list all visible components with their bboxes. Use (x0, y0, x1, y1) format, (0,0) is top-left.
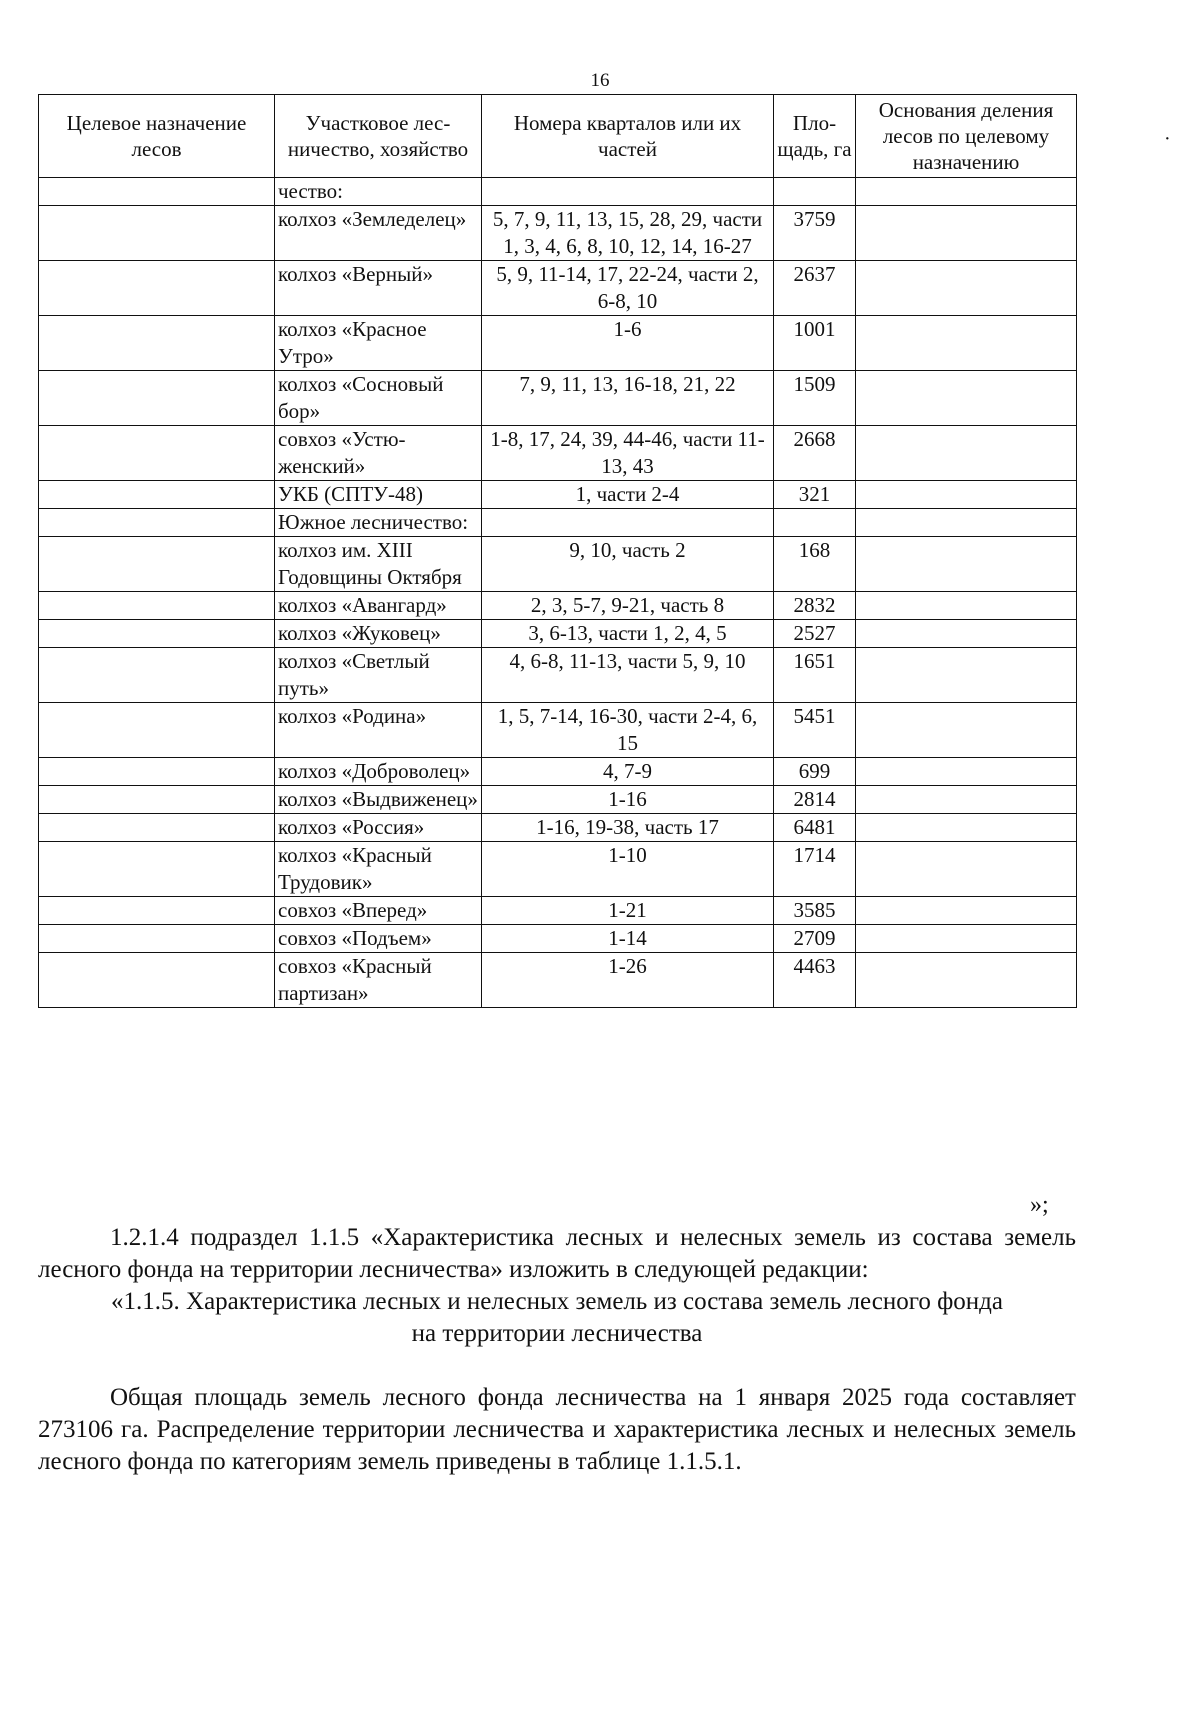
table-row (39, 814, 1077, 842)
cell-area: 2527 (774, 620, 856, 648)
cell-holding: колхоз «Авангард» (275, 592, 482, 620)
cell-area: 1001 (774, 316, 856, 371)
body-block (38, 1382, 1076, 1478)
cell-holding: совхоз «Подъем» (275, 925, 482, 953)
cell-purpose (39, 426, 275, 481)
cell-purpose (39, 786, 275, 814)
cell-basis (856, 261, 1077, 316)
cell-quarters: 4, 6-8, 11-13, части 5, 9, 10 (482, 648, 774, 703)
cell-area (774, 509, 856, 537)
cell-purpose (39, 953, 275, 1008)
table-row (39, 537, 1077, 592)
body-paragraph: Общая площадь земель лесного фонда лесничества на 1 января 2025 года составляет 273106 га. Распределение территории лесничества и характеристика лесных и нелесных земель лесного фонда по категориям земель приведены в таблице 1.1.5.1. (38, 1384, 1076, 1475)
cell-area: 4463 (774, 953, 856, 1008)
cell-quarters: 5, 9, 11-14, 17, 22-24, части 2, 6-8, 10 (482, 261, 774, 316)
table-row (39, 648, 1077, 703)
cell-basis (856, 758, 1077, 786)
table-row (39, 316, 1077, 371)
table-body (39, 178, 1077, 1008)
cell-holding: чество: (275, 178, 482, 206)
cell-area: 1651 (774, 648, 856, 703)
cell-basis (856, 842, 1077, 897)
cell-holding: колхоз «Доброволец» (275, 758, 482, 786)
header-area: Площадь, га (774, 95, 856, 178)
cell-quarters: 9, 10, часть 2 (482, 537, 774, 592)
cell-holding: совхоз «Красный партизан» (275, 953, 482, 1008)
cell-holding: совхоз «Устюженский» (275, 426, 482, 481)
table-row (39, 925, 1077, 953)
cell-area: 168 (774, 537, 856, 592)
table-header-row (39, 95, 1077, 178)
table-row (39, 620, 1077, 648)
cell-quarters: 7, 9, 11, 13, 16-18, 21, 22 (482, 371, 774, 426)
cell-area: 1714 (774, 842, 856, 897)
cell-holding: Южное лесничество: (275, 509, 482, 537)
cell-holding: колхоз «Красный Трудовик» (275, 842, 482, 897)
cell-purpose (39, 537, 275, 592)
cell-area: 3759 (774, 206, 856, 261)
table-row (39, 509, 1077, 537)
table-row (39, 953, 1077, 1008)
cell-holding: колхоз «Жуковец» (275, 620, 482, 648)
cell-quarters: 1-16, 19-38, часть 17 (482, 814, 774, 842)
cell-basis (856, 953, 1077, 1008)
cell-basis (856, 316, 1077, 371)
cell-basis (856, 925, 1077, 953)
cell-holding: колхоз «Верный» (275, 261, 482, 316)
cell-area: 2832 (774, 592, 856, 620)
cell-quarters: 1-10 (482, 842, 774, 897)
cell-area: 2814 (774, 786, 856, 814)
cell-basis (856, 509, 1077, 537)
cell-purpose (39, 316, 275, 371)
cell-quarters: 1-16 (482, 786, 774, 814)
cell-purpose (39, 814, 275, 842)
cell-purpose (39, 842, 275, 897)
cell-basis (856, 648, 1077, 703)
cell-area: 2637 (774, 261, 856, 316)
table-row (39, 481, 1077, 509)
cell-quarters: 1-8, 17, 24, 39, 44-46, части 11-13, 43 (482, 426, 774, 481)
table-row (39, 261, 1077, 316)
cell-holding: колхоз «Земледелец» (275, 206, 482, 261)
section-heading-line2: на территории лесничества (411, 1320, 703, 1347)
cell-quarters: 1, 5, 7-14, 16-30, части 2-4, 6, 15 (482, 703, 774, 758)
cell-purpose (39, 758, 275, 786)
header-basis: Основания деления лесов по целевому назначению (856, 95, 1077, 178)
scan-dot: · (1164, 128, 1171, 150)
cell-basis (856, 620, 1077, 648)
cell-quarters: 4, 7-9 (482, 758, 774, 786)
cell-quarters (482, 509, 774, 537)
table-row (39, 371, 1077, 426)
cell-quarters: 1-14 (482, 925, 774, 953)
header-holding: Участковое лесничество, хозяйство (275, 95, 482, 178)
amendment-block (38, 1222, 1076, 1286)
cell-basis (856, 371, 1077, 426)
cell-purpose (39, 261, 275, 316)
cell-area: 2668 (774, 426, 856, 481)
closing-mark: »; (1030, 1192, 1049, 1218)
cell-quarters: 1-6 (482, 316, 774, 371)
cell-holding: колхоз «Россия» (275, 814, 482, 842)
cell-holding: колхоз «Родина» (275, 703, 482, 758)
cell-area: 6481 (774, 814, 856, 842)
cell-quarters: 1-26 (482, 953, 774, 1008)
cell-quarters: 3, 6-13, части 1, 2, 4, 5 (482, 620, 774, 648)
table-row (39, 426, 1077, 481)
cell-holding: колхоз им. XIII Годовщины Октября (275, 537, 482, 592)
cell-purpose (39, 481, 275, 509)
table-row (39, 703, 1077, 758)
cell-quarters: 2, 3, 5-7, 9-21, часть 8 (482, 592, 774, 620)
cell-purpose (39, 206, 275, 261)
table-row (39, 592, 1077, 620)
cell-holding: колхоз «Выдвиженец» (275, 786, 482, 814)
cell-area: 1509 (774, 371, 856, 426)
cell-area (774, 178, 856, 206)
cell-area: 3585 (774, 897, 856, 925)
cell-basis (856, 178, 1077, 206)
cell-basis (856, 897, 1077, 925)
cell-purpose (39, 371, 275, 426)
cell-basis (856, 426, 1077, 481)
cell-purpose (39, 703, 275, 758)
cell-purpose (39, 620, 275, 648)
cell-holding: колхоз «Светлый путь» (275, 648, 482, 703)
cell-quarters: 5, 7, 9, 11, 13, 15, 28, 29, части 1, 3, 4, 6, 8, 10, 12, 14, 16-27 (482, 206, 774, 261)
cell-basis (856, 537, 1077, 592)
cell-purpose (39, 592, 275, 620)
header-quarters: Номера кварталов или их частей (482, 95, 774, 178)
cell-quarters: 1, части 2-4 (482, 481, 774, 509)
page-number: 16 (590, 70, 610, 91)
cell-purpose (39, 648, 275, 703)
cell-holding: колхоз «Красное Утро» (275, 316, 482, 371)
table-row (39, 178, 1077, 206)
cell-holding: колхоз «Сосновый бор» (275, 371, 482, 426)
cell-basis (856, 206, 1077, 261)
cell-purpose (39, 897, 275, 925)
cell-purpose (39, 509, 275, 537)
cell-basis (856, 814, 1077, 842)
cell-purpose (39, 178, 275, 206)
cell-basis (856, 592, 1077, 620)
cell-holding: совхоз «Вперед» (275, 897, 482, 925)
section-heading-line1: «1.1.5. Характеристика лесных и нелесных земель из состава земель лесного фонда (111, 1288, 1003, 1315)
cell-basis (856, 786, 1077, 814)
forest-purpose-table (38, 94, 1077, 1008)
amendment-paragraph: 1.2.1.4 подраздел 1.1.5 «Характеристика лесных и нелесных земель из состава земель лесного фонда на территории лесничества» изложить в следующей редакции: (38, 1224, 1076, 1283)
section-heading (38, 1286, 1076, 1350)
table-row (39, 897, 1077, 925)
cell-area: 699 (774, 758, 856, 786)
cell-area: 5451 (774, 703, 856, 758)
cell-area: 2709 (774, 925, 856, 953)
cell-quarters (482, 178, 774, 206)
cell-holding: УКБ (СПТУ-48) (275, 481, 482, 509)
cell-basis (856, 703, 1077, 758)
cell-basis (856, 481, 1077, 509)
table-row (39, 842, 1077, 897)
cell-area: 321 (774, 481, 856, 509)
cell-quarters: 1-21 (482, 897, 774, 925)
table-row (39, 758, 1077, 786)
header-purpose: Целевое назначение лесов (39, 95, 275, 178)
cell-purpose (39, 925, 275, 953)
table-row (39, 786, 1077, 814)
table-row (39, 206, 1077, 261)
